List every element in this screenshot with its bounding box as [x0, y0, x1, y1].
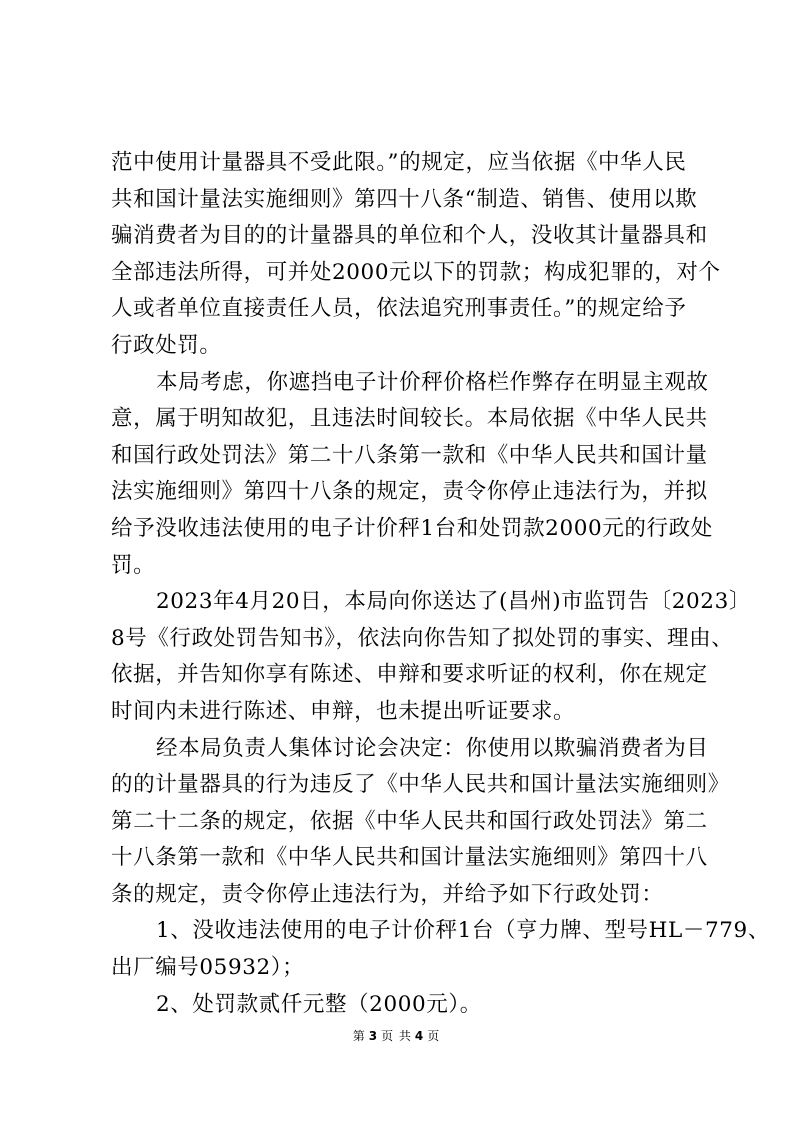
text-line: 经本局负责人集体讨论会决定：你使用以欺骗消费者为目 [156, 735, 709, 761]
text-line: 给予没收违法使用的电子计价秤1台和处罚款2000元的行政处 [111, 515, 713, 541]
text-line: 法实施细则》第四十八条的规定，责令你停止违法行为，并拟 [111, 479, 708, 505]
text-line: 时间内未进行陈述、申辩，也未提出听证要求。 [111, 698, 576, 724]
text-line: 人或者单位直接责任人员，依法追究刑事责任。”的规定给予 [111, 296, 687, 322]
total-pages-number: 4 [414, 1029, 425, 1043]
text-line: 依据，并告知你享有陈述、申辩和要求听证的权利，你在规定 [111, 662, 708, 688]
current-page-number: 3 [368, 1029, 379, 1043]
footer-suffix: 页 [427, 1029, 441, 1043]
page-footer [0, 1028, 793, 1044]
text-line: 2、处罚款贰仟元整（2000元）。 [156, 991, 482, 1017]
text-line: 条的规定，责令你停止违法行为，并给予如下行政处罚： [111, 881, 664, 907]
text-line: 骗消费者为目的的计量器具的单位和个人，没收其计量器具和 [111, 223, 708, 249]
text-line: 第二十二条的规定，依据《中华人民共和国行政处罚法》第二 [111, 808, 708, 834]
text-line: 出厂编号05932）； [111, 955, 305, 981]
text-line: 行政处罚。 [111, 332, 222, 358]
text-line: 2023年4月20日，本局向你送达了(昌州)市监罚告〔2023〕 [156, 589, 751, 615]
text-line: 罚。 [111, 552, 156, 578]
text-line: 和国行政处罚法》第二十八条第一款和《中华人民共和国计量 [111, 442, 708, 468]
text-line: 1、没收违法使用的电子计价秤1台（亨力牌、型号HL－779、 [156, 918, 770, 944]
document-body [111, 145, 770, 1023]
footer-middle: 页 共 [381, 1029, 412, 1043]
text-line: 十八条第一款和《中华人民共和国计量法实施细则》第四十八 [111, 845, 708, 871]
text-line: 范中使用计量器具不受此限。”的规定，应当依据《中华人民 [111, 150, 687, 175]
footer-prefix: 第 [352, 1029, 366, 1043]
text-line: 共和国计量法实施细则》第四十八条“制造、销售、使用以欺 [111, 186, 698, 212]
text-line: 全部违法所得，可并处2000元以下的罚款；构成犯罪的，对个 [111, 259, 721, 285]
text-line: 8号《行政处罚告知书》，依法向你告知了拟处罚的事实、理由、 [111, 625, 734, 651]
text-line: 的的计量器具的行为违反了《中华人民共和国计量法实施细则》 [111, 772, 730, 798]
text-line: 本局考虑，你遮挡电子计价秤价格栏作弊存在明显主观故 [156, 369, 709, 395]
text-line: 意，属于明知故犯，且违法时间较长。本局依据《中华人民共 [111, 406, 708, 432]
